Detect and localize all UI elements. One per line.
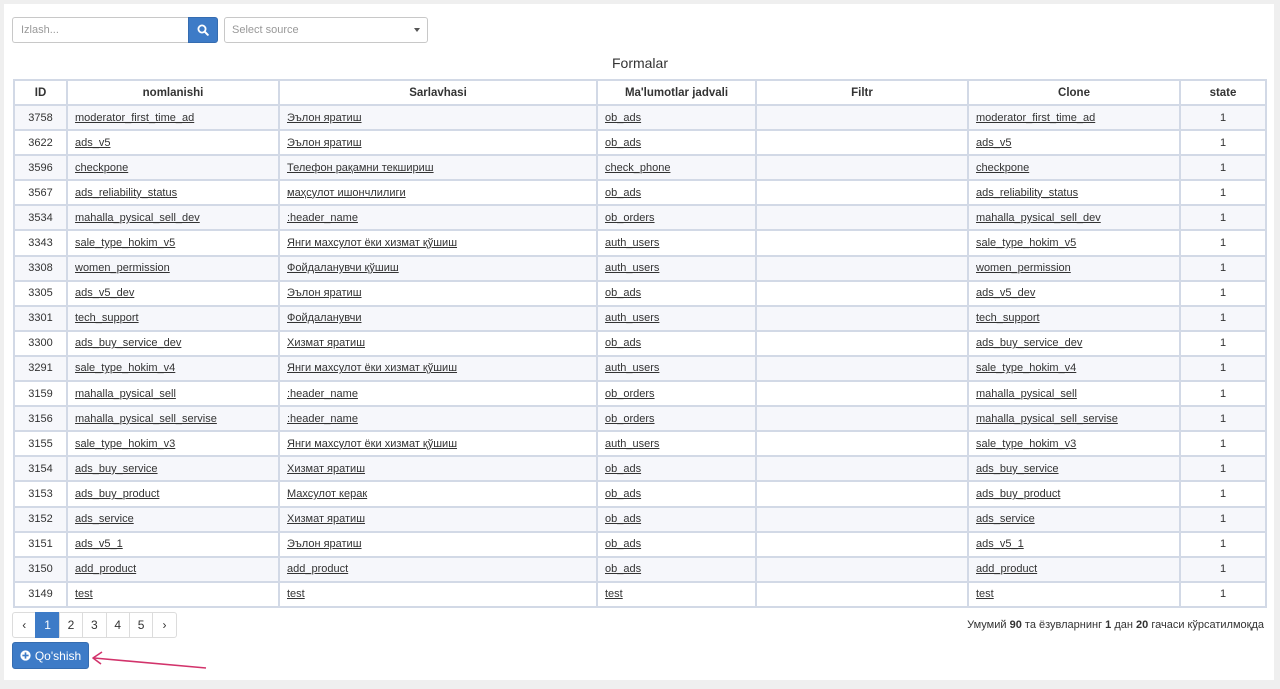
cell-title <box>279 481 597 506</box>
cell-data-table <box>597 381 756 406</box>
cell-state: 1 <box>1180 130 1266 155</box>
table-body <box>14 105 1266 607</box>
cell-data-table <box>597 105 756 130</box>
cell-link-name[interactable]: sale_type_hokim_v4 <box>75 362 176 375</box>
cell-link-data-table[interactable]: ob_ads <box>605 186 642 199</box>
cell-link-clone[interactable]: checkpone <box>976 161 1030 174</box>
table-row <box>14 356 1266 381</box>
cell-link-title[interactable]: Хизмат яратиш <box>287 462 366 475</box>
summary-mid1: та ёзувларнинг <box>1024 619 1103 631</box>
cell-id: 3154 <box>14 456 67 481</box>
cell-clone <box>968 105 1180 130</box>
cell-id: 3300 <box>14 331 67 356</box>
cell-link-clone[interactable]: ads_v5_dev <box>976 287 1036 300</box>
cell-id: 3149 <box>14 582 67 607</box>
cell-link-title[interactable]: Хизмат яратиш <box>287 337 366 350</box>
cell-name <box>67 306 279 331</box>
cell-link-name[interactable]: ads_service <box>75 513 134 526</box>
cell-name <box>67 381 279 406</box>
cell-filter <box>756 155 968 180</box>
table-row <box>14 130 1266 155</box>
cell-title <box>279 532 597 557</box>
cell-link-clone[interactable]: add_product <box>976 563 1038 576</box>
cell-link-data-table[interactable]: test <box>605 588 623 601</box>
cell-link-title[interactable]: Янги махсулот ёки хизмат қўшиш <box>287 362 458 375</box>
page-2-button[interactable]: 2 <box>59 612 83 638</box>
cell-data-table <box>597 230 756 255</box>
col-header-name: nomlanishi <box>67 80 279 105</box>
table-row <box>14 532 1266 557</box>
cell-id: 3150 <box>14 557 67 582</box>
summary-total: 90 <box>1009 619 1022 631</box>
summary-mid2: дан <box>1114 619 1133 631</box>
cell-link-name[interactable]: mahalla_pysical_sell <box>75 387 176 400</box>
pagination <box>12 612 177 638</box>
cell-name <box>67 331 279 356</box>
cell-clone <box>968 205 1180 230</box>
cell-title <box>279 331 597 356</box>
table-row <box>14 481 1266 506</box>
cell-link-name[interactable]: test <box>75 588 93 601</box>
cell-link-clone[interactable]: ads_buy_service_dev <box>976 337 1083 350</box>
cell-link-clone[interactable]: ads_service <box>976 513 1035 526</box>
cell-filter <box>756 557 968 582</box>
col-header-data-table: Ma'lumotlar jadvali <box>597 80 756 105</box>
cell-filter <box>756 406 968 431</box>
cell-link-name[interactable]: ads_v5_dev <box>75 287 135 300</box>
cell-link-title[interactable]: Эълон яратиш <box>287 287 362 300</box>
table-row <box>14 155 1266 180</box>
cell-link-data-table[interactable]: ob_ads <box>605 538 642 551</box>
cell-clone <box>968 306 1180 331</box>
cell-title <box>279 180 597 205</box>
cell-link-clone[interactable]: mahalla_pysical_sell_dev <box>976 211 1101 224</box>
cell-link-title[interactable]: :header_name <box>287 211 358 224</box>
col-header-clone: Clone <box>968 80 1180 105</box>
cell-title <box>279 507 597 532</box>
cell-filter <box>756 230 968 255</box>
cell-link-data-table[interactable]: ob_ads <box>605 136 642 149</box>
cell-clone <box>968 256 1180 281</box>
cell-title <box>279 306 597 331</box>
add-button-label: Qo'shish <box>34 648 82 663</box>
cell-link-name[interactable]: sale_type_hokim_v5 <box>75 237 176 250</box>
cell-filter <box>756 105 968 130</box>
cell-data-table <box>597 306 756 331</box>
cell-title <box>279 130 597 155</box>
cell-data-table <box>597 180 756 205</box>
cell-filter <box>756 180 968 205</box>
table-header-row <box>14 80 1266 105</box>
cell-state: 1 <box>1180 456 1266 481</box>
cell-data-table <box>597 205 756 230</box>
cell-filter <box>756 507 968 532</box>
col-header-state: state <box>1180 80 1266 105</box>
cell-name <box>67 456 279 481</box>
cell-id: 3758 <box>14 105 67 130</box>
table-title: Formalar <box>611 55 668 71</box>
source-select[interactable] <box>224 17 428 43</box>
cell-state: 1 <box>1180 155 1266 180</box>
cell-name <box>67 281 279 306</box>
cell-link-clone[interactable]: mahalla_pysical_sell <box>976 387 1077 400</box>
cell-link-clone[interactable]: sale_type_hokim_v3 <box>976 437 1077 450</box>
cell-filter <box>756 381 968 406</box>
cell-clone <box>968 507 1180 532</box>
cell-name <box>67 205 279 230</box>
source-select-placeholder: Select source <box>232 24 299 36</box>
cell-title <box>279 381 597 406</box>
cell-name <box>67 256 279 281</box>
records-summary <box>967 619 1264 631</box>
cell-name <box>67 180 279 205</box>
cell-state: 1 <box>1180 281 1266 306</box>
cell-data-table <box>597 155 756 180</box>
cell-link-clone[interactable]: women_permission <box>976 262 1071 275</box>
cell-id: 3291 <box>14 356 67 381</box>
plus-circle-icon <box>20 650 31 661</box>
cell-link-name[interactable]: women_permission <box>75 262 170 275</box>
page-5-button[interactable]: 5 <box>129 612 153 638</box>
cell-link-title[interactable]: Фойдаланувчи қўшиш <box>287 262 399 275</box>
cell-name <box>67 230 279 255</box>
cell-state: 1 <box>1180 105 1266 130</box>
table-row <box>14 431 1266 456</box>
cell-title <box>279 205 597 230</box>
cell-link-data-table[interactable]: ob_ads <box>605 513 642 526</box>
cell-link-data-table[interactable]: ob_ads <box>605 287 642 300</box>
cell-link-name[interactable]: sale_type_hokim_v3 <box>75 437 176 450</box>
cell-name <box>67 130 279 155</box>
cell-link-clone[interactable]: ads_v5_1 <box>976 538 1024 551</box>
cell-link-name[interactable]: mahalla_pysical_sell_dev <box>75 211 200 224</box>
cell-clone <box>968 356 1180 381</box>
cell-id: 3301 <box>14 306 67 331</box>
cell-link-data-table[interactable]: auth_users <box>605 237 660 250</box>
cell-data-table <box>597 582 756 607</box>
cell-data-table <box>597 431 756 456</box>
caret-down-icon <box>414 28 420 32</box>
cell-name <box>67 532 279 557</box>
cell-filter <box>756 130 968 155</box>
add-button[interactable] <box>12 642 89 669</box>
cell-filter <box>756 532 968 557</box>
cell-link-title[interactable]: add_product <box>287 563 349 576</box>
summary-suffix: гачаси кўрсатилмоқда <box>1151 619 1264 631</box>
cell-filter <box>756 582 968 607</box>
cell-id: 3308 <box>14 256 67 281</box>
cell-name <box>67 582 279 607</box>
cell-id: 3155 <box>14 431 67 456</box>
cell-link-data-table[interactable]: ob_orders <box>605 211 655 224</box>
page-4-button[interactable]: 4 <box>106 612 130 638</box>
cell-link-name[interactable]: ads_v5 <box>75 136 111 149</box>
cell-link-name[interactable]: ads_v5_1 <box>75 538 123 551</box>
cell-state: 1 <box>1180 431 1266 456</box>
summary-from: 1 <box>1105 619 1112 631</box>
table-row <box>14 582 1266 607</box>
cell-clone <box>968 381 1180 406</box>
cell-filter <box>756 256 968 281</box>
cell-link-data-table[interactable]: auth_users <box>605 312 660 325</box>
cell-link-title[interactable]: Фойдаланувчи <box>287 312 362 325</box>
cell-link-data-table[interactable]: auth_users <box>605 362 660 375</box>
cell-state: 1 <box>1180 256 1266 281</box>
cell-state: 1 <box>1180 306 1266 331</box>
cell-state: 1 <box>1180 180 1266 205</box>
cell-link-clone[interactable]: ads_v5 <box>976 136 1012 149</box>
cell-filter <box>756 205 968 230</box>
cell-link-clone[interactable]: tech_support <box>976 312 1040 325</box>
table-row <box>14 406 1266 431</box>
table-row <box>14 507 1266 532</box>
cell-link-clone[interactable]: ads_buy_product <box>976 487 1061 500</box>
cell-clone <box>968 230 1180 255</box>
cell-state: 1 <box>1180 481 1266 506</box>
cell-state: 1 <box>1180 532 1266 557</box>
cell-clone <box>968 406 1180 431</box>
cell-link-clone[interactable]: mahalla_pysical_sell_servise <box>976 412 1118 425</box>
cell-link-clone[interactable]: ads_reliability_status <box>976 186 1079 199</box>
cell-link-name[interactable]: mahalla_pysical_sell_servise <box>75 412 217 425</box>
cell-id: 3153 <box>14 481 67 506</box>
cell-state: 1 <box>1180 557 1266 582</box>
cell-link-title[interactable]: Махсулот керак <box>287 487 368 500</box>
table-row <box>14 180 1266 205</box>
cell-link-data-table[interactable]: auth_users <box>605 437 660 450</box>
cell-filter <box>756 356 968 381</box>
cell-link-data-table[interactable]: ob_orders <box>605 412 655 425</box>
cell-link-name[interactable]: checkpone <box>75 161 129 174</box>
cell-clone <box>968 582 1180 607</box>
cell-link-clone[interactable]: ads_buy_service <box>976 462 1059 475</box>
cell-link-clone[interactable]: moderator_first_time_ad <box>976 111 1096 124</box>
cell-link-data-table[interactable]: auth_users <box>605 262 660 275</box>
cell-link-title[interactable]: Эълон яратиш <box>287 538 362 551</box>
cell-link-name[interactable]: tech_support <box>75 312 139 325</box>
cell-link-title[interactable]: Эълон яратиш <box>287 111 362 124</box>
table-row <box>14 456 1266 481</box>
cell-link-data-table[interactable]: ob_ads <box>605 337 642 350</box>
cell-name <box>67 356 279 381</box>
cell-filter <box>756 431 968 456</box>
cell-title <box>279 356 597 381</box>
cell-link-name[interactable]: ads_buy_service_dev <box>75 337 182 350</box>
cell-id: 3152 <box>14 507 67 532</box>
cell-link-clone[interactable]: test <box>976 588 994 601</box>
cell-id: 3151 <box>14 532 67 557</box>
page-1-button[interactable]: 1 <box>35 612 59 638</box>
cell-data-table <box>597 130 756 155</box>
cell-filter <box>756 306 968 331</box>
cell-data-table <box>597 557 756 582</box>
table-row <box>14 306 1266 331</box>
cell-title <box>279 230 597 255</box>
toolbar <box>12 17 428 43</box>
cell-data-table <box>597 256 756 281</box>
cell-name <box>67 105 279 130</box>
cell-state: 1 <box>1180 406 1266 431</box>
table-row <box>14 381 1266 406</box>
search-input[interactable] <box>12 17 188 43</box>
cell-link-data-table[interactable]: ob_ads <box>605 462 642 475</box>
cell-id: 3156 <box>14 406 67 431</box>
cell-clone <box>968 456 1180 481</box>
cell-clone <box>968 155 1180 180</box>
cell-filter <box>756 331 968 356</box>
cell-link-clone[interactable]: sale_type_hokim_v5 <box>976 237 1077 250</box>
cell-link-title[interactable]: test <box>287 588 305 601</box>
cell-id: 3622 <box>14 130 67 155</box>
table-row <box>14 331 1266 356</box>
cell-data-table <box>597 481 756 506</box>
cell-data-table <box>597 507 756 532</box>
cell-id: 3343 <box>14 230 67 255</box>
table-row <box>14 256 1266 281</box>
prev-page-button[interactable]: ‹ <box>12 612 36 638</box>
cell-link-title[interactable]: Эълон яратиш <box>287 136 362 149</box>
cell-title <box>279 431 597 456</box>
cell-state: 1 <box>1180 356 1266 381</box>
col-header-id: ID <box>14 80 67 105</box>
cell-link-title[interactable]: Хизмат яратиш <box>287 513 366 526</box>
cell-id: 3159 <box>14 381 67 406</box>
summary-to: 20 <box>1136 619 1149 631</box>
search-icon <box>197 24 209 36</box>
cell-state: 1 <box>1180 205 1266 230</box>
col-header-filter: Filtr <box>756 80 968 105</box>
cell-link-title[interactable]: Телефон рақамни текшириш <box>287 161 434 174</box>
cell-name <box>67 155 279 180</box>
cell-title <box>279 456 597 481</box>
cell-link-title[interactable]: Янги махсулот ёки хизмат қўшиш <box>287 437 458 450</box>
cell-clone <box>968 532 1180 557</box>
cell-name <box>67 406 279 431</box>
cell-id: 3596 <box>14 155 67 180</box>
cell-link-data-table[interactable]: check_phone <box>605 161 671 174</box>
cell-name <box>67 507 279 532</box>
cell-link-data-table[interactable]: ob_ads <box>605 487 642 500</box>
search-button[interactable] <box>188 17 218 43</box>
table-row <box>14 557 1266 582</box>
cell-name <box>67 481 279 506</box>
forms-table <box>13 79 1267 608</box>
cell-link-data-table[interactable]: ob_ads <box>605 111 642 124</box>
cell-data-table <box>597 331 756 356</box>
cell-filter <box>756 456 968 481</box>
cell-clone <box>968 180 1180 205</box>
cell-title <box>279 557 597 582</box>
table-row <box>14 205 1266 230</box>
cell-title <box>279 256 597 281</box>
next-page-button[interactable]: › <box>152 612 176 638</box>
cell-id: 3534 <box>14 205 67 230</box>
cell-link-title[interactable]: маҳсулот ишончлилиги <box>287 186 406 199</box>
cell-link-data-table[interactable]: ob_ads <box>605 563 642 576</box>
cell-link-name[interactable]: ads_buy_service <box>75 462 158 475</box>
cell-state: 1 <box>1180 331 1266 356</box>
cell-clone <box>968 281 1180 306</box>
cell-filter <box>756 481 968 506</box>
cell-data-table <box>597 456 756 481</box>
cell-state: 1 <box>1180 507 1266 532</box>
table-row <box>14 281 1266 306</box>
cell-link-title[interactable]: :header_name <box>287 387 358 400</box>
cell-link-name[interactable]: add_product <box>75 563 137 576</box>
cell-clone <box>968 331 1180 356</box>
summary-prefix: Умумий <box>967 619 1007 631</box>
cell-clone <box>968 481 1180 506</box>
cell-link-name[interactable]: ads_reliability_status <box>75 186 178 199</box>
cell-link-title[interactable]: :header_name <box>287 412 358 425</box>
cell-clone <box>968 431 1180 456</box>
cell-title <box>279 406 597 431</box>
cell-state: 1 <box>1180 230 1266 255</box>
cell-name <box>67 431 279 456</box>
cell-link-name[interactable]: moderator_first_time_ad <box>75 111 195 124</box>
cell-id: 3567 <box>14 180 67 205</box>
arrow-annotation <box>88 648 212 672</box>
cell-title <box>279 582 597 607</box>
cell-data-table <box>597 281 756 306</box>
cell-data-table <box>597 356 756 381</box>
table-row <box>14 230 1266 255</box>
cell-filter <box>756 281 968 306</box>
cell-id: 3305 <box>14 281 67 306</box>
cell-clone <box>968 130 1180 155</box>
cell-state: 1 <box>1180 582 1266 607</box>
table-row <box>14 105 1266 130</box>
cell-clone <box>968 557 1180 582</box>
cell-link-clone[interactable]: sale_type_hokim_v4 <box>976 362 1077 375</box>
col-header-title: Sarlavhasi <box>279 80 597 105</box>
cell-link-title[interactable]: Янги махсулот ёки хизмат қўшиш <box>287 237 458 250</box>
page-3-button[interactable]: 3 <box>82 612 106 638</box>
cell-title <box>279 281 597 306</box>
cell-title <box>279 105 597 130</box>
cell-title <box>279 155 597 180</box>
cell-name <box>67 557 279 582</box>
cell-link-data-table[interactable]: ob_orders <box>605 387 655 400</box>
cell-data-table <box>597 406 756 431</box>
cell-data-table <box>597 532 756 557</box>
cell-link-name[interactable]: ads_buy_product <box>75 487 160 500</box>
cell-state: 1 <box>1180 381 1266 406</box>
